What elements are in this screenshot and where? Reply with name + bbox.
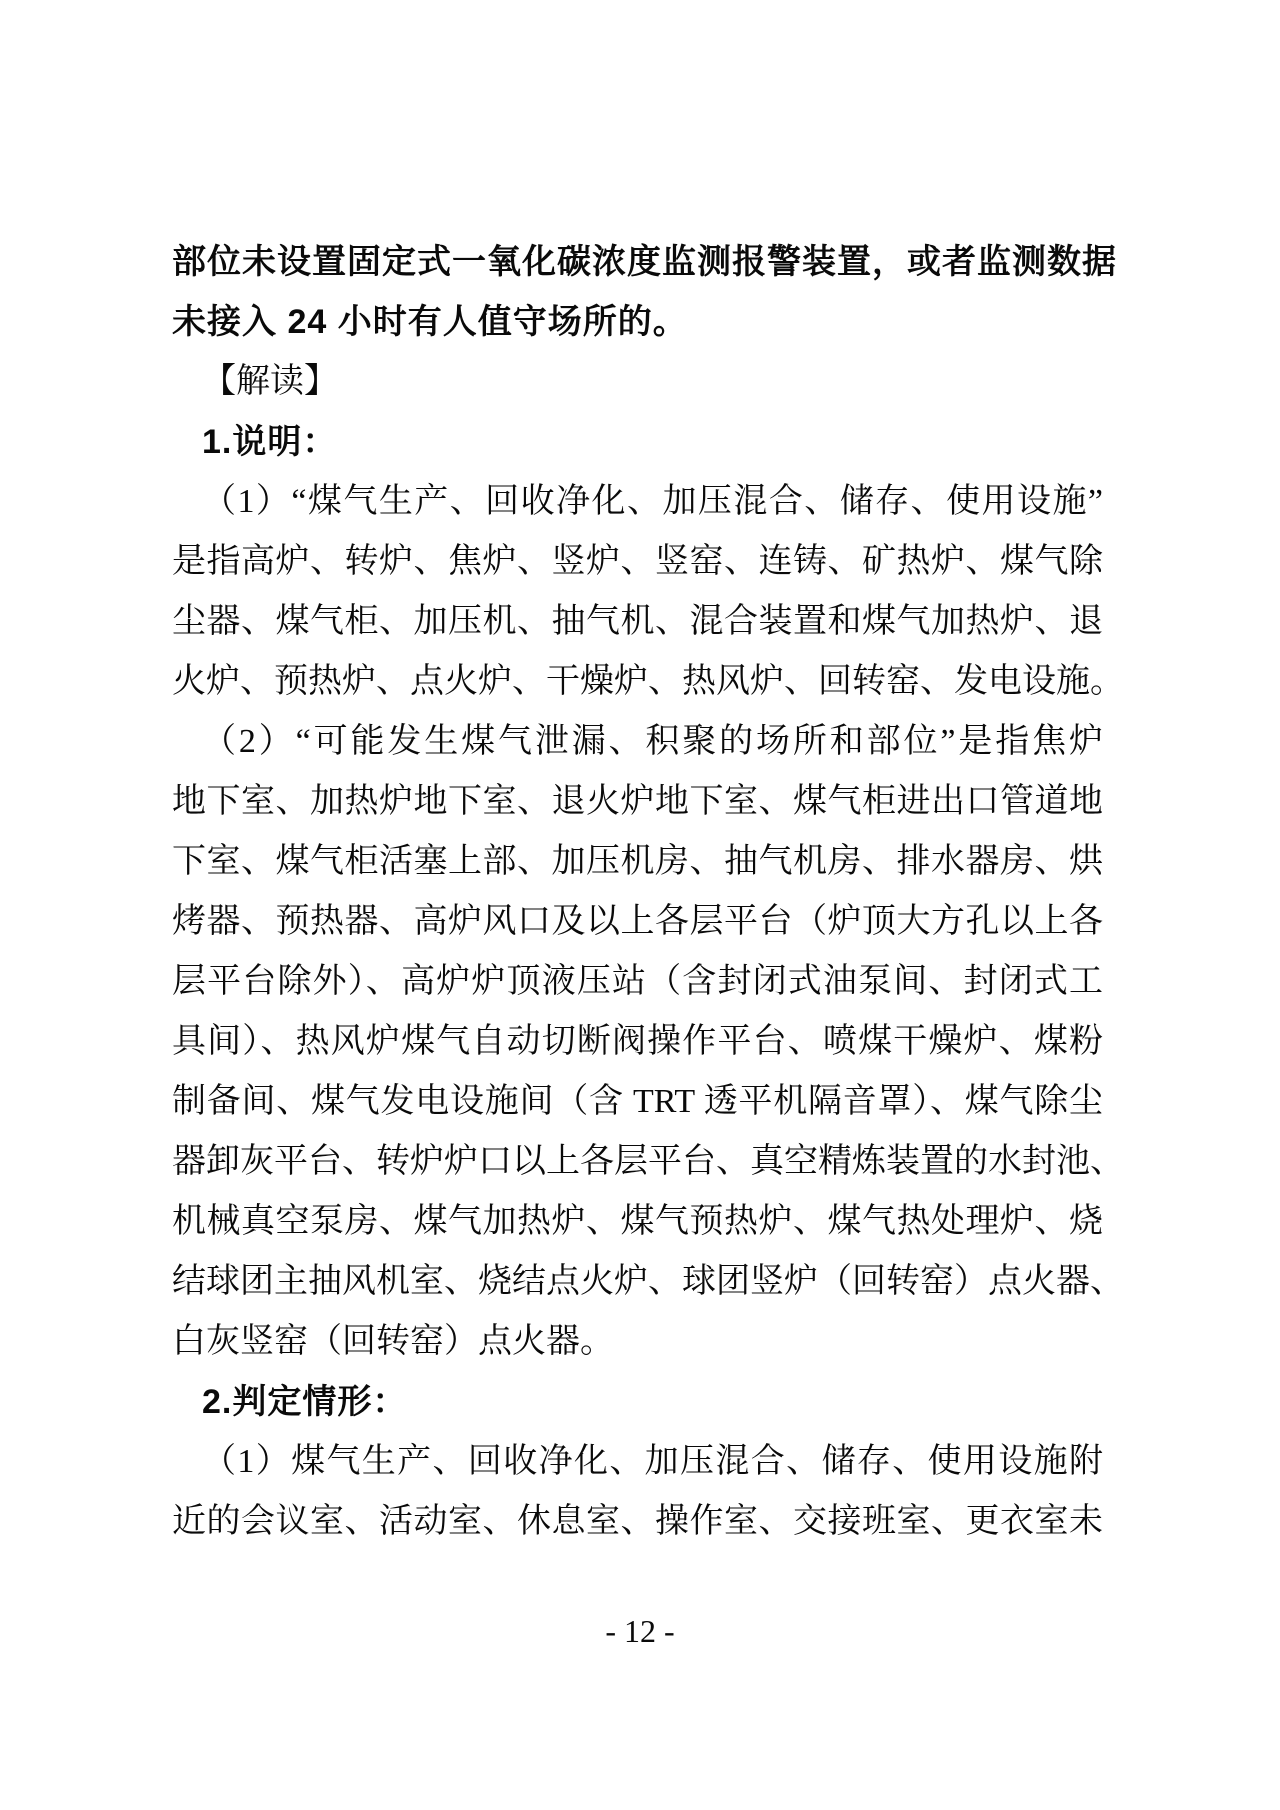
text-line: 具间）、热风炉煤气自动切断阀操作平台、喷煤干燥炉、煤粉 xyxy=(172,1023,1103,1060)
text-line: 结球团主抽风机室、烧结点火炉、球团竖炉（回转窑）点火器、 xyxy=(172,1263,1124,1300)
text-line: 未接入 24 小时有人值守场所的。 xyxy=(172,303,688,341)
text-line: 机械真空泵房、煤气加热炉、煤气预热炉、煤气热处理炉、烧 xyxy=(172,1203,1103,1240)
text-line: 部位未设置固定式一氧化碳浓度监测报警装置，或者监测数据 xyxy=(172,243,1117,281)
text-line: 尘器、煤气柜、加压机、抽气机、混合装置和煤气加热炉、退 xyxy=(172,603,1103,640)
page-number: - 12 - xyxy=(605,1613,675,1649)
section1-heading: 1.说明： xyxy=(202,423,338,461)
text-line: 近的会议室、活动室、休息室、操作室、交接班室、更衣室未 xyxy=(172,1503,1103,1540)
text-line: （2）“可能发生煤气泄漏、积聚的场所和部位”是指焦炉 xyxy=(202,723,1103,760)
text-line: 烤器、预热器、高炉风口及以上各层平台（炉顶大方孔以上各 xyxy=(172,903,1103,940)
text-line: 下室、煤气柜活塞上部、加压机房、抽气机房、排水器房、烘 xyxy=(172,843,1103,880)
text-line: 地下室、加热炉地下室、退火炉地下室、煤气柜进出口管道地 xyxy=(172,783,1103,820)
jiedu-label: 【解读】 xyxy=(202,363,338,400)
text-line: （1）煤气生产、回收净化、加压混合、储存、使用设施附 xyxy=(202,1443,1103,1480)
paragraph-explanation-1 xyxy=(172,472,1124,712)
page-content xyxy=(172,232,1124,1552)
intro-paragraph xyxy=(172,232,1117,352)
text-line: 器卸灰平台、转炉炉口以上各层平台、真空精炼装置的水封池、 xyxy=(172,1143,1124,1180)
text-line: （1）“煤气生产、回收净化、加压混合、储存、使用设施” xyxy=(202,483,1103,520)
text-line: 制备间、煤气发电设施间（含 TRT 透平机隔音罩）、煤气除尘 xyxy=(172,1083,1103,1120)
text-line: 白灰竖窑（回转窑）点火器。 xyxy=(172,1323,614,1360)
text-line: 是指高炉、转炉、焦炉、竖炉、竖窑、连铸、矿热炉、煤气除 xyxy=(172,543,1103,580)
paragraph-explanation-2 xyxy=(172,712,1124,1372)
text-line: 火炉、预热炉、点火炉、干燥炉、热风炉、回转窑、发电设施。 xyxy=(172,663,1124,700)
text-line: 层平台除外）、高炉炉顶液压站（含封闭式油泵间、封闭式工 xyxy=(172,963,1103,1000)
paragraph-judgment-1 xyxy=(172,1432,1103,1552)
section2-heading: 2.判定情形： xyxy=(202,1383,408,1421)
